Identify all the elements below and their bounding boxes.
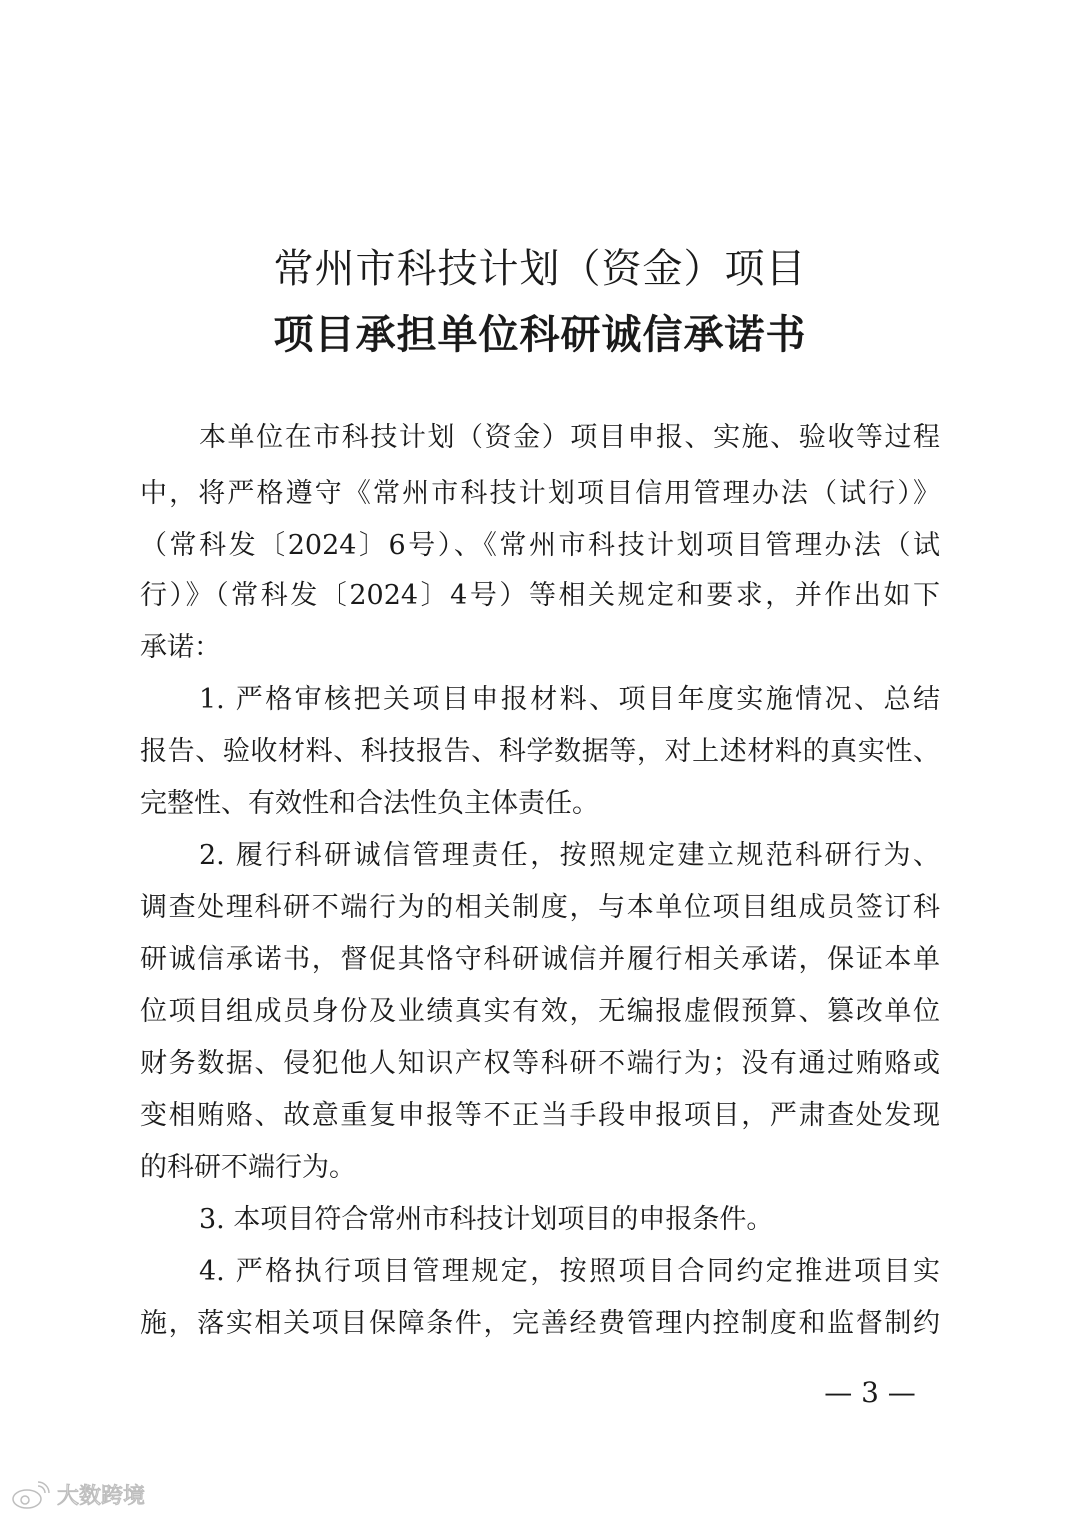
- body-line-17: 4. 严格执行项目管理规定，按照项目合同约定推进项目实: [199, 1256, 940, 1287]
- body-line-7: 报告、验收材料、科技报告、科学数据等，对上述材料的真实性、: [140, 736, 940, 767]
- watermark: [10, 1475, 148, 1515]
- weibo-logo-icon: [10, 1480, 50, 1510]
- body-line-8: 完整性、有效性和合法性负主体责任。: [140, 788, 599, 819]
- watermark-text-svg: [56, 1480, 148, 1510]
- body-line-6: 1. 严格审核把关项目申报材料、项目年度实施情况、总结: [199, 684, 940, 715]
- body-line-5: 承诺：: [140, 632, 221, 663]
- document-title-line-1: 常州市科技计划（资金）项目: [273, 246, 807, 292]
- body-line-10: 调查处理科研不端行为的相关制度，与本单位项目组成员签订科: [140, 892, 940, 923]
- document-title-line-2: 项目承担单位科研诚信承诺书: [273, 311, 807, 358]
- body-line-16: 3. 本项目符合常州市科技计划项目的申报条件。: [199, 1204, 774, 1235]
- body-line-12: 位项目组成员身份及业绩真实有效，无编报虚假预算、篡改单位: [140, 996, 940, 1027]
- body-line-1: 本单位在市科技计划（资金）项目申报、实施、验收等过程: [199, 422, 940, 453]
- body-line-3: （常科发〔2024〕6号）、《常州市科技计划项目管理办法（试: [140, 530, 940, 561]
- watermark-text: 大数跨境: [57, 1484, 146, 1509]
- body-line-15: 的科研不端行为。: [140, 1152, 356, 1183]
- body-line-4: 行）》（常科发〔2024〕4号）等相关规定和要求，并作出如下: [140, 580, 940, 611]
- body-line-18: 施，落实相关项目保障条件，完善经费管理内控制度和监督制约: [140, 1308, 940, 1339]
- body-line-9: 2. 履行科研诚信管理责任，按照规定建立规范科研行为、: [199, 840, 940, 871]
- page-number: — 3 —: [824, 1376, 916, 1409]
- body-line-13: 财务数据、侵犯他人知识产权等科研不端行为；没有通过贿赂或: [140, 1048, 940, 1079]
- body-line-14: 变相贿赂、故意重复申报等不正当手段申报项目，严肃查处发现: [140, 1100, 940, 1131]
- body-line-2: 中，将严格遵守《常州市科技计划项目信用管理办法（试行）》: [140, 478, 940, 509]
- body-line-11: 研诚信承诺书，督促其恪守科研诚信并履行相关承诺，保证本单: [140, 944, 940, 975]
